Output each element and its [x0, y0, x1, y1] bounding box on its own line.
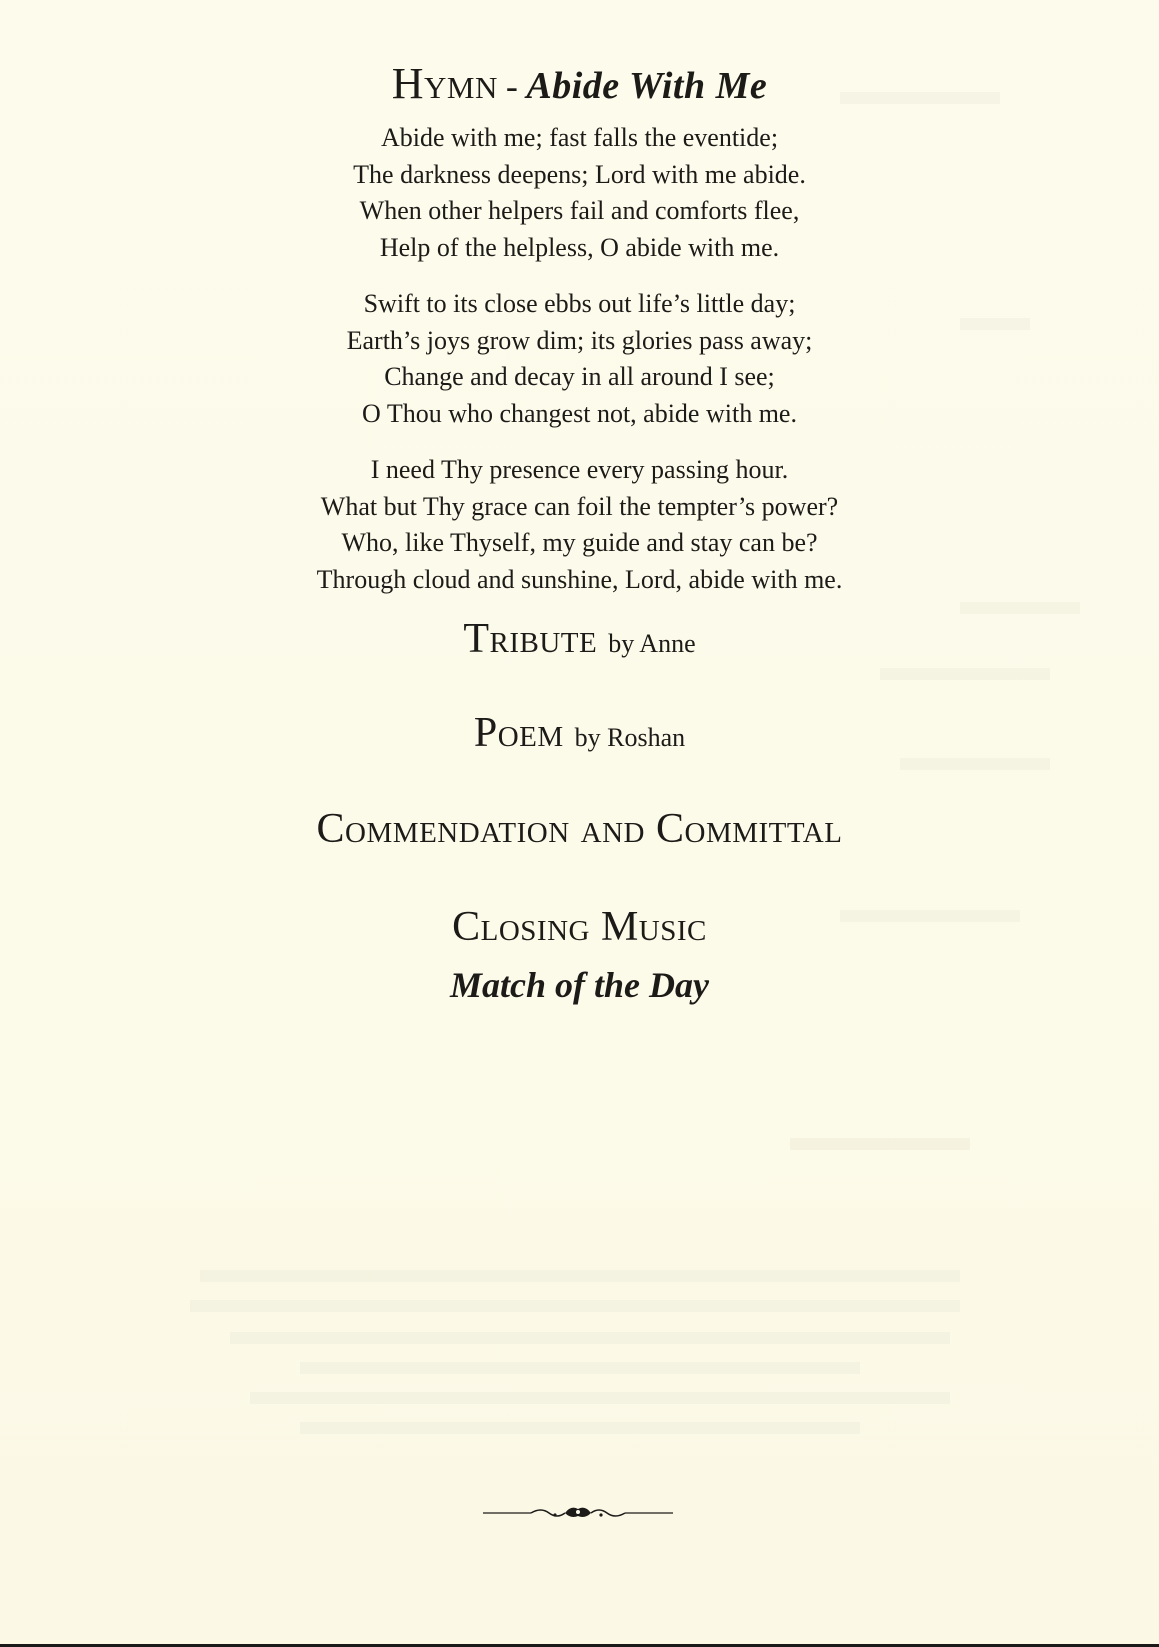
poem-label: Poem — [473, 710, 564, 756]
commendation-heading — [0, 808, 1159, 850]
hymn-title: Abide With Me — [526, 65, 768, 107]
flourish-divider-icon — [483, 1503, 673, 1523]
hymn-line: Change and decay in all around I see; — [384, 362, 775, 391]
hymn-line: Help of the helpless, O abide with me. — [379, 232, 780, 262]
hymn-stanza-3 — [0, 452, 1159, 598]
hymn-line: Earth’s joys grow dim; its glories pass away; — [346, 325, 813, 355]
closing-music-heading — [0, 906, 1159, 948]
hymn-heading — [0, 59, 1159, 108]
hymn-line: What but Thy grace can foil the tempter’s power? — [320, 491, 839, 521]
hymn-line: Swift to its close ebbs out life’s little day; — [363, 289, 796, 318]
hymn-line: The darkness deepens; Lord with me abide. — [353, 159, 806, 189]
hymn-line: Who, like Thyself, my guide and stay can be? — [341, 528, 818, 557]
commendation-label: Commendation and Committal — [316, 806, 843, 852]
hymn-line: I need Thy presence every passing hour. — [370, 455, 789, 484]
hymn-separator: - — [505, 66, 519, 106]
poem-heading — [0, 712, 1159, 754]
hymn-line: Abide with me; fast falls the eventide; — [380, 123, 779, 152]
hymn-label: Hymn — [391, 59, 498, 108]
closing-music-title: Match of the Day — [450, 965, 709, 1005]
poem-byline: by Roshan — [574, 723, 686, 752]
hymn-stanza-2 — [0, 286, 1159, 432]
tribute-heading — [0, 618, 1159, 660]
tribute-label: Tribute — [463, 616, 598, 662]
hymn-line: When other helpers fail and comforts flee, — [359, 196, 800, 225]
hymn-stanza-1 — [0, 120, 1159, 266]
closing-music-label: Closing Music — [452, 904, 707, 950]
service-content — [0, 59, 1159, 1006]
hymn-line: O Thou who changest not, abide with me. — [362, 398, 797, 428]
hymn-line: Through cloud and sunshine, Lord, abide with me. — [316, 564, 843, 594]
tribute-byline: by Anne — [608, 629, 696, 658]
